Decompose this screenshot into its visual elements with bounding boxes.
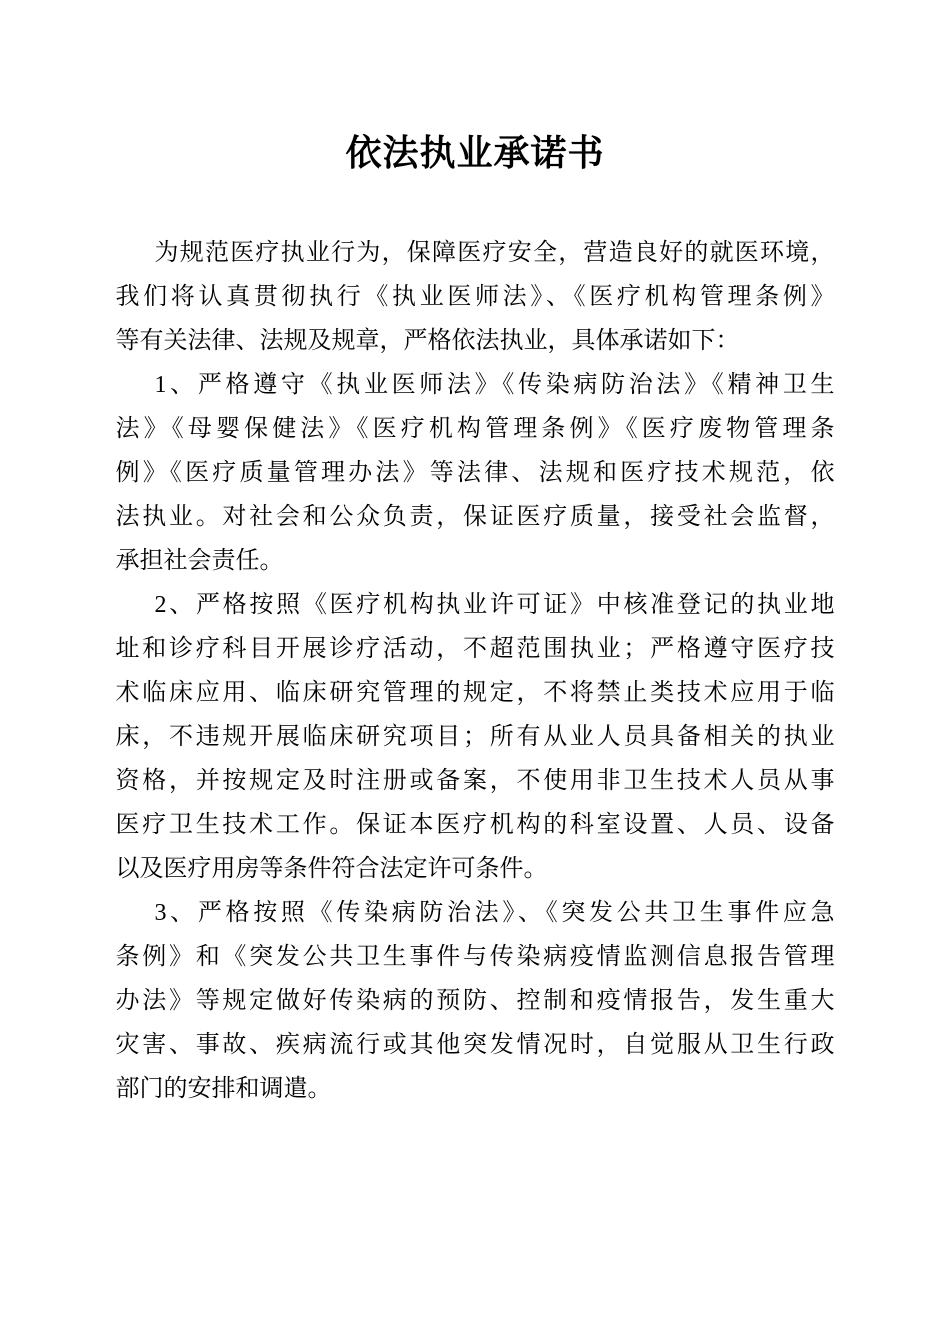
paragraph-line: 承担社会责任。 bbox=[115, 548, 284, 574]
paragraph-item-2 bbox=[116, 583, 835, 891]
paragraph-line: 办法》等规定做好传染病的预防、控制和疫情报告，发生重大 bbox=[115, 988, 835, 1014]
paragraph-line: 例》《医疗质量管理办法》等法律、法规和医疗技术规范，依 bbox=[115, 460, 835, 486]
paragraph-line: 等有关法律、法规及规章，严格依法执业，具体承诺如下： bbox=[115, 328, 740, 354]
paragraph-line: 术临床应用、临床研究管理的规定，不将禁止类技术应用于临 bbox=[115, 680, 835, 706]
paragraph-line: 3、严格按照《传染病防治法》、《突发公共卫生事件应急 bbox=[154, 900, 835, 926]
paragraph-line: 法》《母婴保健法》《医疗机构管理条例》《医疗废物管理条 bbox=[115, 416, 835, 442]
paragraph-line: 资格，并按规定及时注册或备案，不使用非卫生技术人员从事 bbox=[115, 768, 835, 794]
paragraph-line: 1、严格遵守《执业医师法》《传染病防治法》《精神卫生 bbox=[154, 372, 835, 398]
paragraph-intro bbox=[116, 231, 835, 363]
paragraph-line: 部门的安排和调遣。 bbox=[115, 1076, 332, 1102]
paragraph-line: 我们将认真贯彻执行《执业医师法》、《医疗机构管理条例》 bbox=[115, 284, 835, 310]
document-title: 依法执业承诺书 bbox=[345, 133, 605, 173]
paragraph-line: 2、严格按照《医疗机构执业许可证》中核准登记的执业地 bbox=[154, 592, 835, 618]
paragraph-line: 法执业。对社会和公众负责，保证医疗质量，接受社会监督， bbox=[115, 504, 835, 530]
paragraph-line: 为规范医疗执业行为，保障医疗安全，营造良好的就医环境， bbox=[154, 240, 835, 266]
paragraph-item-1 bbox=[116, 363, 835, 583]
paragraph-line: 以及医疗用房等条件符合法定许可条件。 bbox=[115, 856, 548, 882]
paragraph-line: 灾害、事故、疾病流行或其他突发情况时，自觉服从卫生行政 bbox=[115, 1032, 835, 1058]
paragraph-line: 床，不违规开展临床研究项目；所有从业人员具备相关的执业 bbox=[115, 724, 835, 750]
paragraph-line: 址和诊疗科目开展诊疗活动，不超范围执业；严格遵守医疗技 bbox=[115, 636, 835, 662]
paragraph-line: 条例》和《突发公共卫生事件与传染病疫情监测信息报告管理 bbox=[115, 944, 835, 970]
document-body bbox=[116, 231, 835, 1111]
paragraph-item-3 bbox=[116, 891, 835, 1111]
paragraph-line: 医疗卫生技术工作。保证本医疗机构的科室设置、人员、设备 bbox=[115, 812, 835, 838]
